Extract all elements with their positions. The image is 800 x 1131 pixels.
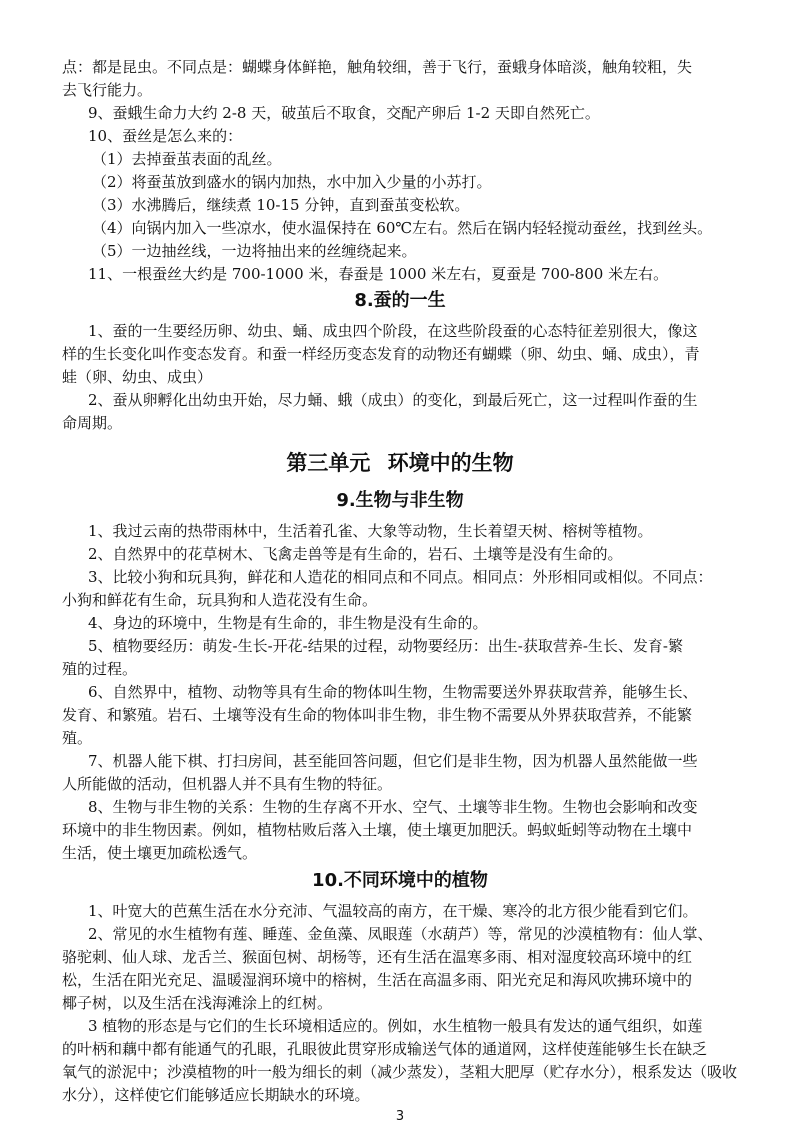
text-line: 水分），这样使它们能够适应长期缺水的环境。 [62, 1086, 370, 1104]
unit-title: 第三单元 环境中的生物 [286, 451, 514, 475]
text-line: 6、自然界中，植物、动物等具有生命的物体叫生物，生物需要送外界获取营养，能够生长、 [88, 683, 698, 701]
text-line: 5、植物要经历：萌发-生长-开花-结果的过程，动物要经历：出生-获取营养-生长、发育-繁 [88, 637, 683, 655]
text-line: 1、我过云南的热带雨林中，生活着孔雀、大象等动物，生长着望天树、榕树等植物。 [88, 522, 653, 540]
section-10-title: 10.不同环境中的植物 [312, 870, 488, 891]
text-line: 2、自然界中的花草树木、飞禽走兽等是有生命的，岩石、土壤等是没有生命的。 [88, 545, 623, 563]
text-line: （3）水沸腾后，继续煮 10-15 分钟，直到蚕茧变松软。 [92, 196, 470, 214]
text-line: 11、一根蚕丝大约是 700-1000 米，春蚕是 1000 米左右，夏蚕是 700-800 米左右。 [88, 265, 669, 283]
text-line: （4）向锅内加入一些凉水，使水温保持在 60℃左右。然后在锅内轻轻搅动蚕丝，找到丝头。 [92, 219, 713, 237]
text-line: 点：都是昆虫。不同点是：蝴蝶身体鲜艳，触角较细，善于飞行，蚕蛾身体暗淡，触角较粗，失 [62, 58, 693, 76]
text-line: 椰子树，以及生活在浅海滩涂上的红树。 [62, 994, 333, 1012]
text-line: 松，生活在阳光充足、温暖湿润环境中的榕树，生活在高温多雨、阳光充足和海风吹拂环境中的 [62, 971, 693, 989]
text-line: （1）去掉蚕茧表面的乱丝。 [92, 150, 282, 168]
text-line: 8、生物与非生物的关系：生物的生存离不开水、空气、土壤等非生物。生物也会影响和改变 [88, 798, 698, 816]
text-line: 生活，使土壤更加疏松透气。 [62, 844, 258, 862]
text-line: 4、身边的环境中，生物是有生命的，非生物是没有生命的。 [88, 614, 488, 632]
text-line: 1、叶宽大的芭蕉生活在水分充沛、气温较高的南方，在干燥、寒冷的北方很少能看到它们。 [88, 902, 698, 920]
text-line: 9、蚕蛾生命力大约 2-8 天，破茧后不取食，交配产卵后 1-2 天即自然死亡。 [88, 104, 600, 122]
text-line: 骆驼刺、仙人球、龙舌兰、猴面包树、胡杨等，还有生活在温寒多雨、相对湿度较高环境中的红 [62, 948, 693, 966]
text-line: 环境中的非生物因素。例如，植物枯败后落入土壤，使土壤更加肥沃。蚂蚁蚯蚓等动物在土壤中 [62, 821, 693, 839]
text-line: 殖的过程。 [62, 660, 138, 678]
text-line: 蛙（卵、幼虫、成虫） [62, 368, 213, 386]
text-line: 小狗和鲜花有生命，玩具狗和人造花没有生命。 [62, 591, 378, 609]
text-line: 样的生长变化叫作变态发育。和蚕一样经历变态发育的动物还有蝴蝶（卵、幼虫、蛹、成虫），青 [62, 345, 700, 363]
text-line: 发育、和繁殖。岩石、土壤等没有生命的物体叫非生物，非生物不需要从外界获取营养，不能繁 [62, 706, 693, 724]
page-number: 3 [395, 1109, 405, 1124]
text-line: 人所能做的活动，但机器人并不具有生物的特征。 [62, 775, 393, 793]
section-8-title: 8.蚕的一生 [354, 290, 446, 311]
text-line: 殖。 [62, 729, 93, 747]
text-line: 去飞行能力。 [62, 81, 153, 99]
text-line: 3、比较小狗和玩具狗，鲜花和人造花的相同点和不同点。相同点：外形相同或相似。不同点： [88, 568, 713, 586]
text-line: 1、蚕的一生要经历卵、幼虫、蛹、成虫四个阶段，在这些阶段蚕的心态特征差别很大，像这 [88, 322, 698, 340]
text-line: 10、蚕丝是怎么来的： [88, 127, 243, 145]
text-line: （2）将蚕茧放到盛水的锅内加热，水中加入少量的小苏打。 [92, 173, 492, 191]
section-9-title: 9.生物与非生物 [336, 490, 464, 511]
text-line: 2、常见的水生植物有莲、睡莲、金鱼藻、凤眼莲（水葫芦）等，常见的沙漠植物有：仙人掌、 [88, 925, 713, 943]
text-line: 2、蚕从卵孵化出幼虫开始，尽力蛹、蛾（成虫）的变化，到最后死亡，这一过程叫作蚕的生 [88, 391, 698, 409]
text-line: 氧气的淤泥中；沙漠植物的叶一般为细长的刺（减少蒸发），茎粗大肥厚（贮存水分），根系发达（吸收 [62, 1063, 738, 1081]
text-line: （5）一边抽丝线，一边将抽出来的丝缠绕起来。 [92, 242, 417, 260]
text-line: 3 植物的形态是与它们的生长环境相适应的。例如，水生植物一般具有发达的通气组织，如莲 [88, 1017, 703, 1035]
text-line: 命周期。 [62, 414, 123, 432]
text-line: 的叶柄和藕中都有能通气的孔眼，孔眼彼此贯穿形成输送气体的通道网，这样使莲能够生长在缺乏 [62, 1040, 708, 1058]
text-line: 7、机器人能下棋、打扫房间，甚至能回答问题，但它们是非生物，因为机器人虽然能做一些 [88, 752, 698, 770]
